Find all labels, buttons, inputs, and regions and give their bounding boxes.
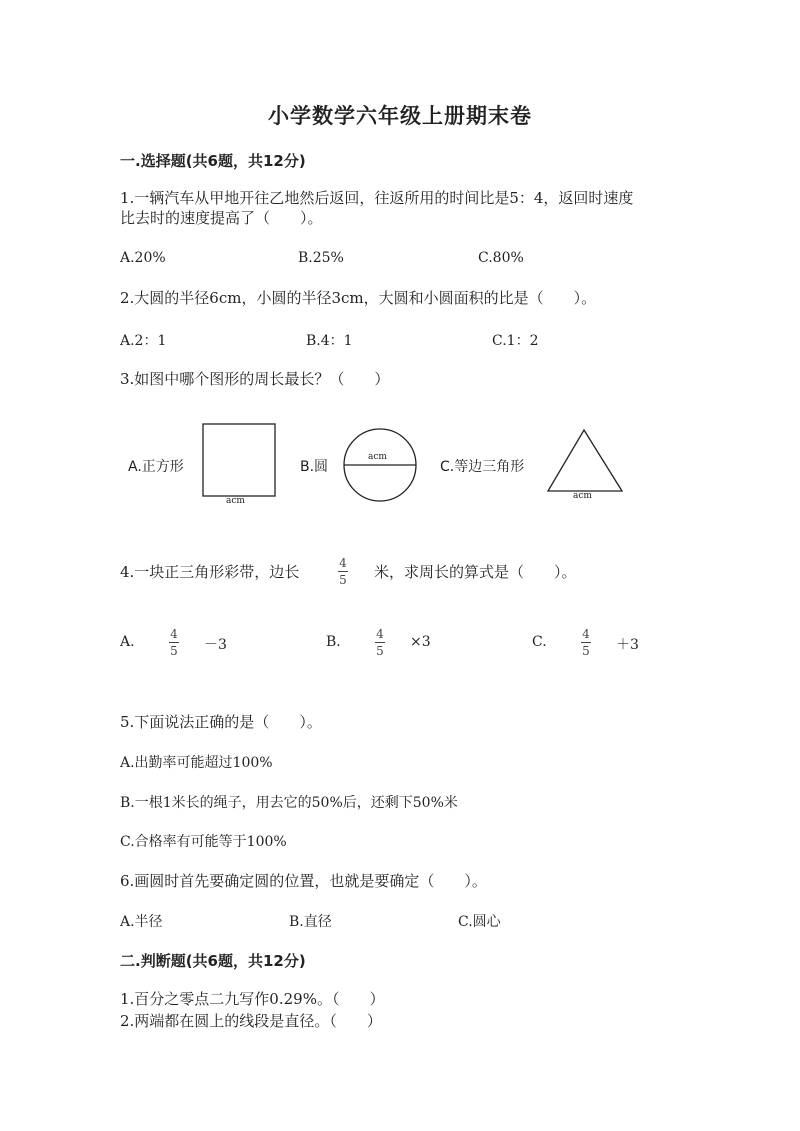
section-heading-judge: 二.判断题(共6题，共12分) [120, 952, 306, 970]
question-2-option-c: C.1：2 [492, 333, 539, 349]
question-6-option-a: A.半径 [120, 914, 163, 930]
fraction-numerator: 4 [582, 627, 590, 641]
question-4-option-a-op: －3 [204, 637, 227, 653]
fraction-bar [581, 642, 591, 643]
triangle-side-label: acm [573, 491, 592, 501]
question-2-option-a: A.2：1 [120, 333, 167, 349]
fraction-denominator: 5 [582, 644, 590, 658]
question-6-text: 6.画圆时首先要确定圆的位置，也就是要确定（ ）。 [120, 872, 487, 890]
question-4-option-a-letter: A. [120, 634, 135, 650]
question-4-option-c-op: ＋3 [616, 637, 639, 653]
question-1-line-2: 比去时的速度提高了（ ）。 [120, 209, 323, 227]
judge-question-1: 1.百分之零点二九写作0.29%。（ ） [120, 990, 385, 1008]
triangle-shape [546, 428, 624, 494]
question-2-option-b: B.4：1 [306, 333, 353, 349]
question-1-option-a: A.20% [120, 250, 166, 266]
square-shape [202, 423, 278, 499]
fraction-bar [375, 642, 385, 643]
judge-question-2: 2.两端都在圆上的线段是直径。（ ） [120, 1012, 382, 1030]
section-heading-choice: 一.选择题(共6题，共12分) [120, 152, 306, 170]
fraction-bar [169, 642, 179, 643]
question-4-text-after: 米，求周长的算式是（ ）。 [374, 563, 577, 581]
question-6-option-c: C.圆心 [458, 914, 501, 930]
fraction-denominator: 5 [170, 644, 178, 658]
question-5-option-b: B.一根1米长的绳子，用去它的50%后，还剩下50%米 [120, 795, 458, 811]
question-5-text: 5.下面说法正确的是（ ）。 [120, 713, 322, 731]
question-2-text: 2.大圆的半径6cm，小圆的半径3cm，大圆和小圆面积的比是（ ）。 [120, 289, 597, 307]
question-5-option-a: A.出勤率可能超过100% [120, 755, 273, 771]
question-4-text-before: 4.一块正三角形彩带，边长 [120, 563, 300, 581]
square-label: A.正方形 [128, 459, 184, 475]
fraction-denominator: 5 [339, 573, 347, 587]
circle-label: B.圆 [300, 459, 329, 475]
square-side-label: acm [226, 496, 245, 506]
question-4-option-b-op: ×3 [410, 634, 431, 650]
page-title: 小学数学六年级上册期末卷 [268, 103, 532, 128]
question-5-option-c: C.合格率有可能等于100% [120, 834, 287, 850]
question-6-option-b: B.直径 [289, 914, 332, 930]
question-4-fraction [338, 556, 348, 587]
fraction-numerator: 4 [170, 627, 178, 641]
fraction-numerator: 4 [376, 627, 384, 641]
question-4-option-b-letter: B. [326, 634, 341, 650]
question-1-option-b: B.25% [298, 250, 344, 266]
circle-diameter-label: acm [368, 452, 387, 462]
fraction-numerator: 4 [339, 556, 347, 570]
question-4-option-c-fraction [581, 627, 591, 658]
question-3-text: 3.如图中哪个图形的周长最长？（ ） [120, 370, 390, 388]
question-4-option-b-fraction [375, 627, 385, 658]
fraction-bar [338, 571, 348, 572]
question-1-option-c: C.80% [478, 250, 524, 266]
question-4-option-a-fraction [169, 627, 179, 658]
question-1-line-1: 1.一辆汽车从甲地开往乙地然后返回，往返所用的时间比是5：4，返回时速度 [120, 189, 634, 207]
circle-shape [342, 428, 420, 504]
triangle-label: C.等边三角形 [440, 459, 525, 475]
fraction-denominator: 5 [376, 644, 384, 658]
question-4-option-c-letter: C. [532, 634, 547, 650]
